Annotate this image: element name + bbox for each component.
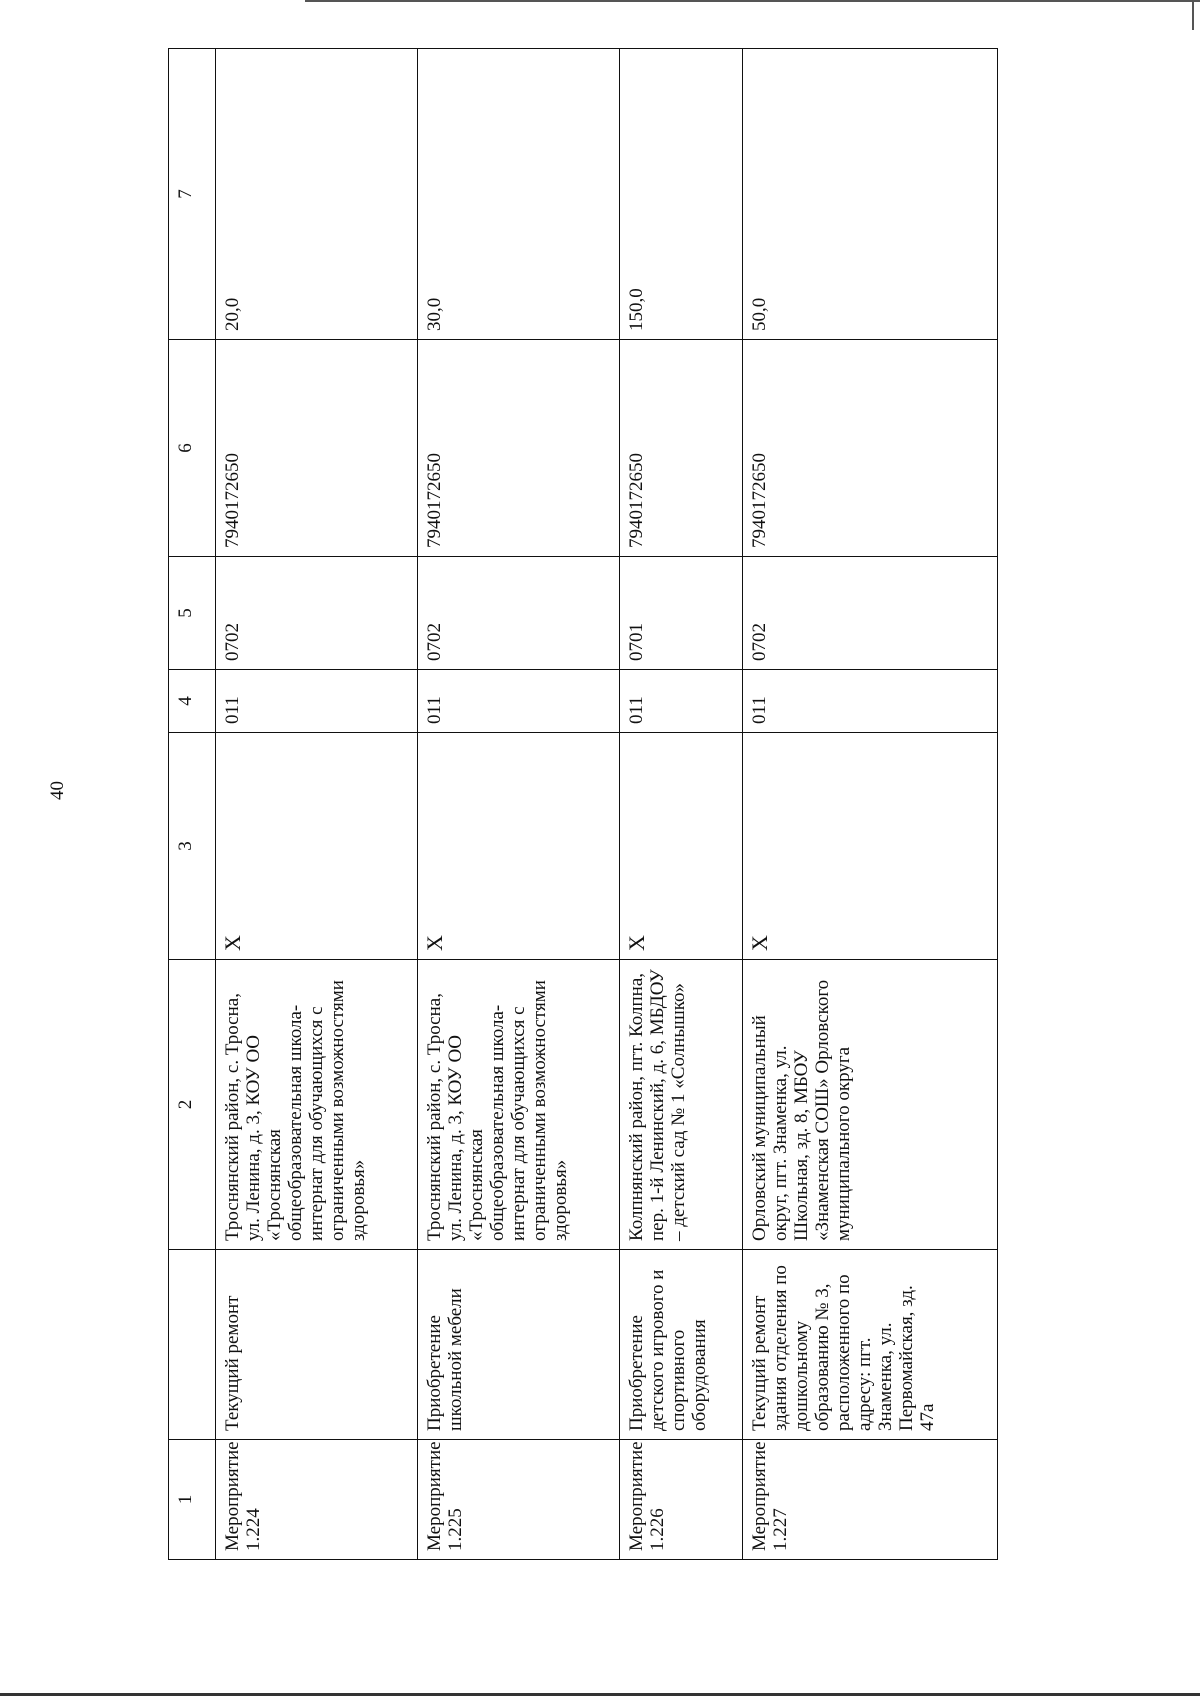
col3-cell: X (418, 733, 620, 960)
header-cell-2: 2 (169, 960, 216, 1250)
col3-cell: X (216, 733, 418, 960)
col6-cell: 7940172650 (418, 340, 620, 557)
scan-edge-bottom (0, 1693, 1200, 1696)
col7-cell: 50,0 (742, 49, 997, 340)
measure-name: Текущий ремонт (216, 1250, 418, 1440)
col4-cell: 011 (418, 670, 620, 733)
table-header-row (169, 49, 216, 1560)
rotated-table-container (168, 48, 998, 1560)
scan-edge-top (305, 0, 1200, 2)
col3-cell: X (620, 733, 743, 960)
measure-name: Текущий ремонт здания отделения по дошкольному образованию № 3, расположенного по адресу: пгт. Знаменка, ул. Первомайская, зд. 47а (742, 1250, 997, 1440)
measure-address: Троснянский район, с. Тросна, ул. Ленина, д. 3, КОУ ОО «Троснянская общеобразовательная школа-интернат для обучающихся с ограниченными возможностями здоровья» (418, 960, 620, 1250)
scan-edge-right (1192, 0, 1194, 30)
measure-address: Троснянский район, с. Тросна, ул. Ленина, д. 3, КОУ ОО «Троснянская общеобразовательная школа-интернат для обучающихся с ограниченными возможностями здоровья» (216, 960, 418, 1250)
measure-address: Орловский муниципальный округ, пгт. Знаменка, ул. Школьная, зд. 8, МБОУ «Знаменская СОШ» Орловского муниципального округа (742, 960, 997, 1250)
col4-cell: 011 (620, 670, 743, 733)
page-number: 40 (47, 781, 68, 800)
header-cell-7: 7 (169, 49, 216, 340)
col6-cell: 7940172650 (620, 340, 743, 557)
header-cell-6: 6 (169, 340, 216, 557)
header-cell-3: 3 (169, 733, 216, 960)
header-cell-1b (169, 1250, 216, 1440)
table-row (418, 49, 620, 1560)
measure-id: Мероприятие 1.225 (418, 1440, 620, 1560)
header-cell-4: 4 (169, 670, 216, 733)
measure-address: Колпнянский район, пгт. Колпна, пер. 1-й Ленинский, д. 6, МБДОУ – детский сад № 1 «Солнышко» (620, 960, 743, 1250)
col6-cell: 7940172650 (742, 340, 997, 557)
col4-cell: 011 (216, 670, 418, 733)
col5-cell: 0702 (742, 557, 997, 670)
table-row (742, 49, 997, 1560)
col5-cell: 0702 (418, 557, 620, 670)
col3-cell: X (742, 733, 997, 960)
col7-cell: 20,0 (216, 49, 418, 340)
header-cell-1: 1 (169, 1440, 216, 1560)
col5-cell: 0701 (620, 557, 743, 670)
col4-cell: 011 (742, 670, 997, 733)
table-row (216, 49, 418, 1560)
measure-name: Приобретение школьной мебели (418, 1250, 620, 1440)
measure-id: Мероприятие 1.224 (216, 1440, 418, 1560)
col5-cell: 0702 (216, 557, 418, 670)
table-row (620, 49, 743, 1560)
measure-name: Приобретение детского игрового и спортивного оборудования (620, 1250, 743, 1440)
col7-cell: 150,0 (620, 49, 743, 340)
col6-cell: 7940172650 (216, 340, 418, 557)
data-table (168, 48, 998, 1560)
col7-cell: 30,0 (418, 49, 620, 340)
header-cell-5: 5 (169, 557, 216, 670)
measure-id: Мероприятие 1.227 (742, 1440, 997, 1560)
measure-id: Мероприятие 1.226 (620, 1440, 743, 1560)
